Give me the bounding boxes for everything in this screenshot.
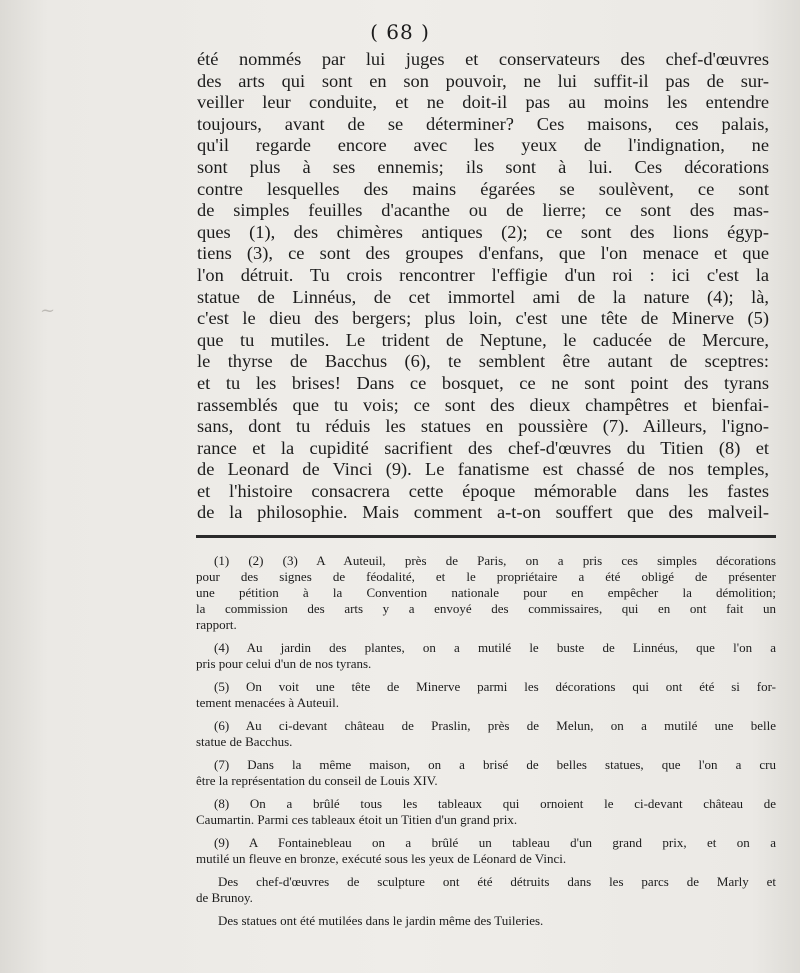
main-text-line: sans, dont tu réduis les statues en poussière (7). Ailleurs, l'igno-	[197, 416, 769, 437]
footnote-line: (4) Au jardin des plantes, on a mutilé le buste de Linnéus, que l'on a	[214, 640, 776, 655]
footnote	[196, 796, 776, 828]
main-text-line: sont plus à ses ennemis; ils sont à lui. Ces décorations	[197, 156, 769, 177]
footnote-line: (6) Au ci-devant château de Praslin, près de Melun, on a mutilé une belle	[214, 718, 776, 733]
footnotes-block	[196, 553, 776, 936]
footnote-line: la commission des arts y a envoyé des commissaires, qui en ont fait un	[196, 601, 776, 616]
page-number: ( 68 )	[370, 20, 430, 44]
footnote	[196, 553, 776, 633]
footnote-line: pris pour celui d'un de nos tyrans.	[196, 656, 372, 671]
footnote-line: Des statues ont été mutilées dans le jardin même des Tuileries.	[218, 913, 544, 928]
footnote-separator-rule	[196, 535, 776, 538]
main-text-line: contre lesquelles des mains égarées se soulèvent, ce sont	[197, 178, 769, 199]
footnote-line: être la représentation du conseil de Louis XIV.	[196, 773, 438, 788]
footnote-line: une pétition à la Convention nationale pour en empêcher la démolition;	[196, 585, 776, 600]
footnote-line: (9) A Fontainebleau on a brûlé un tableau d'un grand prix, et on a	[214, 835, 776, 850]
footnote-line: rapport.	[196, 617, 237, 632]
footnote	[196, 757, 776, 789]
main-text-block	[197, 49, 769, 524]
main-text-line: de Leonard de Vinci (9). Le fanatisme est chassé de nos temples,	[197, 459, 769, 480]
footnote-line: (5) On voit une tête de Minerve parmi les décorations qui ont été si for-	[214, 679, 776, 694]
main-text-line: et l'histoire consacrera cette époque mémorable dans les fastes	[197, 480, 769, 501]
main-text-line: de la philosophie. Mais comment a-t-on souffert que des malveil-	[197, 502, 769, 523]
margin-smudge: ~	[40, 300, 56, 321]
main-text-line: été nommés par lui juges et conservateurs des chef-d'œuvres	[197, 49, 769, 69]
footnote-line: tement menacées à Auteuil.	[196, 695, 339, 710]
footnote-line: (7) Dans la même maison, on a brisé de belles statues, que l'on a cru	[214, 757, 776, 772]
footnote-line: (1) (2) (3) A Auteuil, près de Paris, on a pris ces simples décorations	[214, 553, 776, 568]
main-text-line: l'on détruit. Tu crois rencontrer l'effigie d'un roi : ici c'est la	[197, 264, 769, 285]
footnote-line: pour des signes de féodalité, et le propriétaire a été obligé de présenter	[196, 569, 776, 584]
main-text-line: des arts qui sont en son pouvoir, ne lui suffit-il pas de sur-	[197, 70, 769, 91]
main-text-line: rassemblés que tu vois; ce sont des dieux champêtres et bienfai-	[197, 394, 769, 415]
main-text-line: veiller leur conduite, et ne doit-il pas au moins les entendre	[197, 92, 769, 113]
main-text-line: le thyrse de Bacchus (6), te semblent être autant de sceptres:	[197, 351, 769, 372]
footnote-line: Des chef-d'œuvres de sculpture ont été détruits dans les parcs de Marly et	[218, 874, 776, 889]
footnote	[196, 913, 776, 929]
main-text-line: c'est le dieu des bergers; plus loin, c'est une tête de Minerve (5)	[197, 308, 769, 329]
footnote-line: (8) On a brûlé tous les tableaux qui ornoient le ci-devant château de	[214, 796, 776, 811]
main-text-line: que tu mutiles. Le trident de Neptune, le caducée de Mercure,	[197, 329, 769, 350]
footnote-line: Caumartin. Parmi ces tableaux étoit un Titien d'un grand prix.	[196, 812, 518, 827]
main-text-line: statue de Linnéus, de cet immortel ami de la nature (4); là,	[197, 286, 769, 307]
footnote-line: de Brunoy.	[196, 890, 253, 905]
main-text-line: rance et la cupidité sacrifient des chef-d'œuvres du Titien (8) et	[197, 437, 769, 458]
footnote-line: mutilé un fleuve en bronze, exécuté sous les yeux de Léonard de Vinci.	[196, 851, 567, 866]
footnote	[196, 718, 776, 750]
footnote-line: statue de Bacchus.	[196, 734, 293, 749]
footnote	[196, 640, 776, 672]
main-text-line: de simples feuilles d'acanthe ou de lierre; ce sont des mas-	[197, 200, 769, 221]
footnote	[196, 874, 776, 906]
main-text-line: toujours, avant de se déterminer? Ces maisons, ces palais,	[197, 113, 769, 134]
main-text-line: tiens (3), ce sont des groupes d'enfans, que l'on menace et que	[197, 243, 769, 264]
footnote	[196, 835, 776, 867]
main-text-line: ques (1), des chimères antiques (2); ce sont des lions égyp-	[197, 221, 769, 242]
main-text-line: et tu les brises! Dans ce bosquet, ce ne sont point des tyrans	[197, 372, 769, 393]
main-text-line: qu'il regarde encore avec les yeux de l'indignation, ne	[197, 135, 769, 156]
footnote	[196, 679, 776, 711]
